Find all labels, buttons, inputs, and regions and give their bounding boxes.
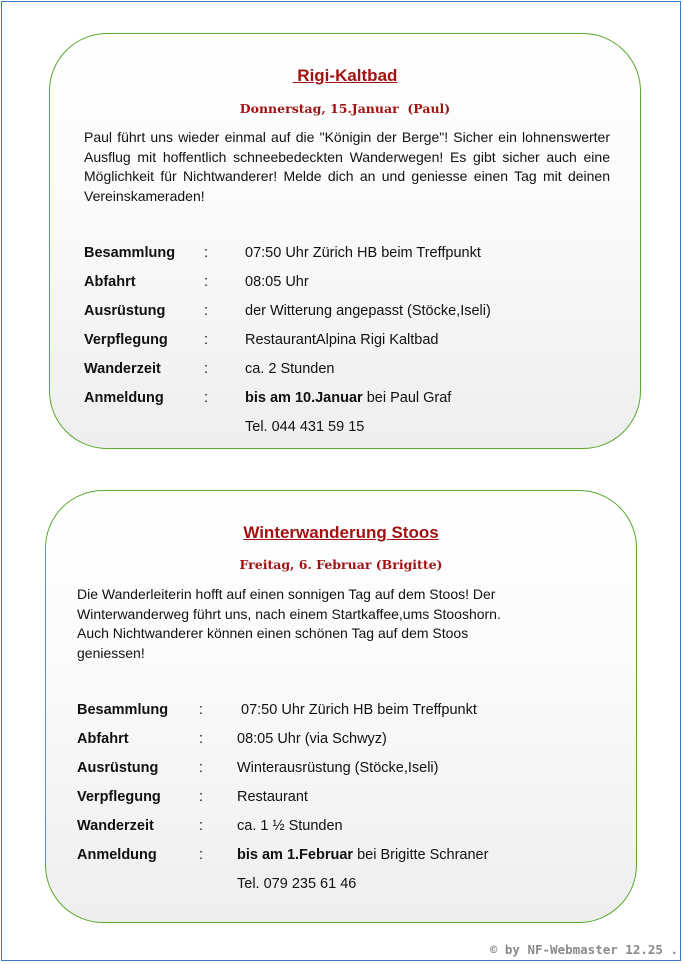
event-description (77, 585, 617, 663)
detail-label: Wanderzeit (77, 818, 154, 834)
detail-value: Restaurant (237, 789, 308, 805)
copyright-footer: © by NF-Webmaster 12.25 . (489, 942, 678, 957)
detail-colon: : (199, 760, 204, 776)
detail-row-anmeldung (46, 847, 636, 867)
detail-label: Besammlung (77, 702, 169, 718)
detail-colon: : (204, 390, 209, 406)
detail-row-verpflegung (50, 332, 640, 352)
detail-label: Abfahrt (84, 274, 136, 290)
detail-colon: : (199, 731, 204, 747)
description-line: geniessen! (77, 644, 145, 661)
detail-value: Winterausrüstung (Stöcke,Iseli) (237, 760, 439, 776)
registration-contact: bei Brigitte Schraner (353, 847, 489, 863)
description-line: Winterwanderweg führt uns, nach einem Startkaffee,ums Stooshorn. (77, 605, 501, 622)
detail-label: Verpflegung (77, 789, 161, 805)
detail-value (237, 847, 488, 863)
detail-value: 08:05 Uhr (via Schwyz) (237, 731, 387, 747)
detail-colon: : (204, 332, 209, 348)
detail-colon: : (199, 702, 204, 718)
detail-colon: : (204, 303, 209, 319)
detail-value: RestaurantAlpina Rigi Kaltbad (245, 332, 439, 348)
detail-label: Verpflegung (84, 332, 168, 348)
detail-colon: : (199, 818, 204, 834)
event-date: Donnerstag, 15.Januar (Paul) (239, 101, 451, 116)
detail-value: 07:50 Uhr Zürich HB beim Treffpunkt (237, 702, 477, 718)
registration-deadline: bis am 1.Februar (237, 847, 354, 863)
detail-row-wanderzeit (50, 361, 640, 381)
detail-row-ausruestung (50, 303, 640, 323)
detail-label: Abfahrt (77, 731, 129, 747)
detail-label: Besammlung (84, 245, 176, 261)
detail-row-abfahrt (50, 274, 640, 294)
detail-row-phone (46, 876, 636, 896)
detail-value (245, 390, 451, 406)
detail-row-phone (50, 419, 640, 439)
detail-colon: : (204, 274, 209, 290)
contact-phone: Tel. 044 431 59 15 (245, 419, 365, 435)
registration-deadline: bis am 10.Januar (245, 390, 363, 406)
detail-row-verpflegung (46, 789, 636, 809)
description-line: Auch Nichtwanderer können einen schönen Tag auf dem Stoos (77, 625, 469, 641)
detail-label: Anmeldung (77, 847, 157, 863)
detail-colon: : (204, 361, 209, 377)
detail-row-besammlung (46, 702, 636, 722)
detail-row-besammlung (50, 245, 640, 265)
description-line: Die Wanderleiterin hofft auf einen sonnigen Tag auf dem Stoos! Der (77, 586, 496, 602)
detail-row-abfahrt (46, 731, 636, 751)
event-title: Winterwanderung Stoos (243, 523, 439, 542)
detail-label: Ausrüstung (84, 303, 166, 319)
detail-colon: : (199, 847, 204, 863)
detail-value: 08:05 Uhr (245, 274, 309, 290)
event-date: Freitag, 6. Februar (Brigitte) (239, 557, 443, 572)
registration-contact: bei Paul Graf (362, 390, 452, 406)
event-title: Rigi-Kaltbad (292, 66, 398, 85)
detail-colon: : (199, 789, 204, 805)
event-card-rigi-kaltbad (49, 33, 641, 449)
contact-phone: Tel. 079 235 61 46 (237, 876, 357, 892)
event-card-winterwanderung-stoos (45, 490, 637, 923)
detail-colon: : (204, 245, 209, 261)
detail-row-wanderzeit (46, 818, 636, 838)
detail-value: 07:50 Uhr Zürich HB beim Treffpunkt (245, 245, 481, 261)
detail-value: der Witterung angepasst (Stöcke,Iseli) (245, 303, 491, 319)
detail-label: Anmeldung (84, 390, 164, 406)
detail-value: ca. 2 Stunden (245, 361, 335, 377)
detail-label: Wanderzeit (84, 361, 161, 377)
event-description: Paul führt uns wieder einmal auf die "Königin der Berge"! Sicher ein lohnenswerter Ausflug mit hoffentlich schneebedeckten Wanderwegen! Es gibt sicher auch eine Möglichkeit für Nichtwanderer! Melde dich an und geniesse einen Tag mit deinen Vereinskameraden! (84, 129, 610, 204)
detail-row-anmeldung (50, 390, 640, 410)
detail-label: Ausrüstung (77, 760, 159, 776)
detail-value: ca. 1 ½ Stunden (237, 818, 343, 834)
detail-row-ausruestung (46, 760, 636, 780)
